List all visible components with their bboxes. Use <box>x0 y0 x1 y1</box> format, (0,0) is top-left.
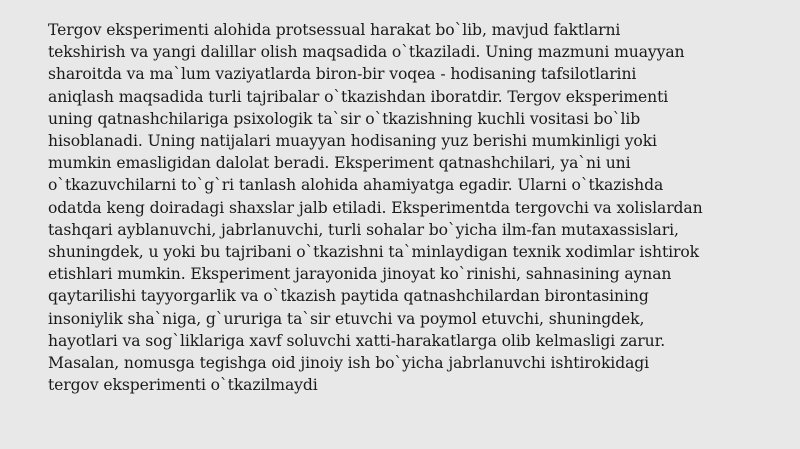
text-line-17: tergov eksperimenti o`tkazilmaydi <box>48 376 318 395</box>
text-line-8: o`tkazuvchilarni to`g`ri tanlash alohida ahamiyatga egadir. Ularni o`tkazishda <box>48 176 664 195</box>
text-line-14: insoniylik sha`niga, g`ururiga ta`sir etuvchi va poymol etuvchi, shuningdek, <box>48 309 645 328</box>
text-line-16: Masalan, nomusga tegishga oid jinoiy ish bo`yicha jabrlanuvchi ishtirokidagi <box>48 354 650 373</box>
text-line-9: odatda keng doiradagi shaxslar jalb etiladi. Eksperimentda tergovchi va xolislardan <box>48 198 703 217</box>
text-line-2: tekshirish va yangi dalillar olish maqsadida o`tkaziladi. Uning mazmuni muayyan <box>48 43 685 62</box>
text-line-7: mumkin emasligidan dalolat beradi. Eksperiment qatnashchilari, ya`ni uni <box>48 154 631 173</box>
text-line-4: aniqlash maqsadida turli tajribalar o`tkazishdan iboratdir. Tergov eksperimenti <box>48 87 669 106</box>
text-line-6: hisoblanadi. Uning natijalari muayyan hodisaning yuz berishi mumkinligi yoki <box>48 132 657 151</box>
text-line-11: shuningdek, u yoki bu tajribani o`tkazishni ta`minlaydigan texnik xodimlar ishtirok <box>48 243 699 262</box>
text-line-5: uning qatnashchilariga psixologik ta`sir o`tkazishning kuchli vositasi bo`lib <box>48 109 641 128</box>
text-line-1: Tergov eksperimenti alohida protsessual harakat bo`lib, mavjud faktlarni <box>48 21 621 39</box>
text-line-10: tashqari ayblanuvchi, jabrlanuvchi, turli sohalar bo`yicha ilm-fan mutaxassislari, <box>48 220 679 239</box>
text-line-12: etishlari mumkin. Eksperiment jarayonida jinoyat ko`rinishi, sahnasining aynan <box>48 265 672 284</box>
text-line-3: sharoitda va ma`lum vaziyatlarda biron-bir voqea - hodisaning tafsilotlarini <box>48 65 637 84</box>
text-line-15: hayotlari va sog`liklariga xavf soluvchi xatti-harakatlarga olib kelmasligi zarur. <box>48 331 666 350</box>
text-line-13: qaytarilishi tayyorgarlik va o`tkazish paytida qatnashchilardan birontasining <box>48 287 649 306</box>
document-paragraph <box>48 19 768 396</box>
